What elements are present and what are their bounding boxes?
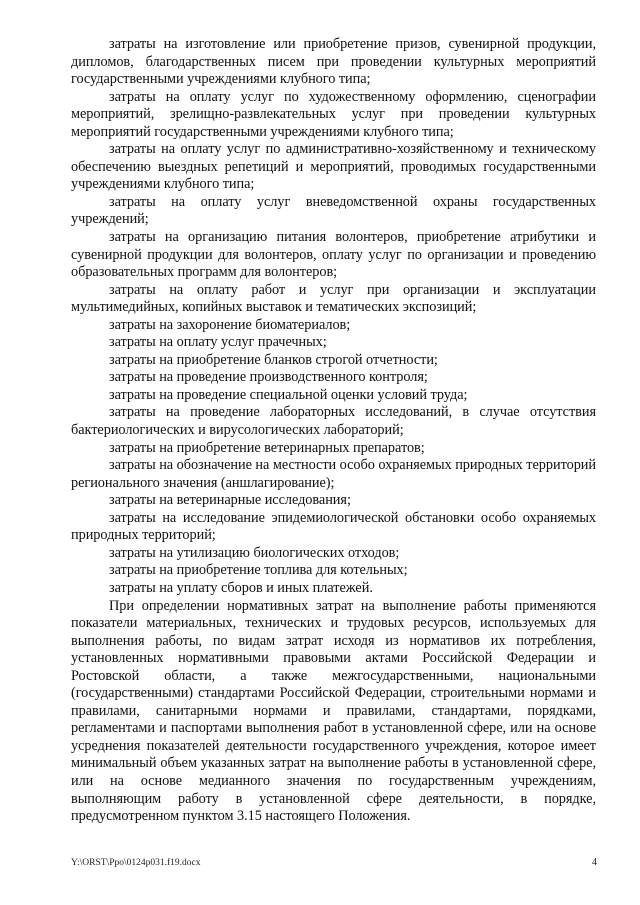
paragraph: затраты на проведение специальной оценки условий труда; xyxy=(109,386,468,403)
paragraph: затраты на приобретение ветеринарных препаратов; xyxy=(109,439,425,456)
paragraph: затраты на изготовление или приобретение призов, сувенирной продукции, дипломов, благодарственных писем при проведении культурных мероприятий государственными учреждениями клубного типа; xyxy=(71,36,596,88)
document-body xyxy=(71,36,596,826)
paragraph: При определении нормативных затрат на выполнение работы применяются показатели материальных, технических и трудовых ресурсов, используемых для выполнения работы, по видам затрат исходя из нормативов их потребления, установленных нормативными правовыми актами Российской Федерации и Ростовской области, а также межгосударственными, национальными (государственными) стандартами Российской Федерации, строительными нормами и правилами, санитарными нормами и правилами, стандартами, порядками, регламентами и паспортами выполнения работ в установленной сфере, или на основе усреднения показателей деятельности государственного учреждения, которое имеет минимальный объем указанных затрат на выполнение работы в установленной сфере, или на основе медианного значения по государственным учреждениям, выполняющим работу в установленной сфере деятельности, в порядке, предусмотренном пунктом 3.15 настоящего Положения. xyxy=(71,597,596,825)
paragraph: затраты на проведение лабораторных исследований, в случае отсутствия бактериологических и вирусологических лабораторий; xyxy=(71,404,596,439)
paragraph: затраты на приобретение бланков строгой отчетности; xyxy=(109,351,438,368)
paragraph: затраты на приобретение топлива для котельных; xyxy=(109,562,408,579)
paragraph: затраты на оплату услуг прачечных; xyxy=(109,334,327,351)
paragraph: затраты на ветеринарные исследования; xyxy=(109,492,351,509)
paragraph: затраты на оплату услуг по административно-хозяйственному и техническому обеспечению выездных репетиций и мероприятий, проводимых государственными учреждениями клубного типа; xyxy=(71,141,596,193)
paragraph: затраты на оплату услуг по художественному оформлению, сценографии мероприятий, зрелищно-развлекательных услуг при проведении культурных мероприятий государственными учреждениями клубного типа; xyxy=(71,88,596,140)
paragraph: затраты на обозначение на местности особо охраняемых природных территорий регионального значения (аншлагирование); xyxy=(71,457,596,491)
paragraph: затраты на уплату сборов и иных платежей. xyxy=(109,579,373,596)
paragraph: затраты на проведение производственного контроля; xyxy=(109,369,428,386)
paragraph: затраты на захоронение биоматериалов; xyxy=(109,316,351,333)
paragraph: затраты на оплату услуг вневедомственной охраны государственных учреждений; xyxy=(71,193,596,228)
footer-file-path: Y:\ORST\Ppo\0124p031.f19.docx xyxy=(71,858,201,868)
page-number: 4 xyxy=(592,857,597,868)
paragraph: затраты на оплату работ и услуг при организации и эксплуатации мультимедийных, копийных выставок и тематических экспозиций; xyxy=(71,281,596,316)
paragraph: затраты на организацию питания волонтеров, приобретение атрибутики и сувенирной продукции для волонтеров, оплату услуг по организации и проведению образовательных программ для волонтеров; xyxy=(71,229,596,281)
paragraph: затраты на утилизацию биологических отходов; xyxy=(109,544,400,561)
paragraph: затраты на исследование эпидемиологической обстановки особо охраняемых природных территорий; xyxy=(71,509,596,544)
